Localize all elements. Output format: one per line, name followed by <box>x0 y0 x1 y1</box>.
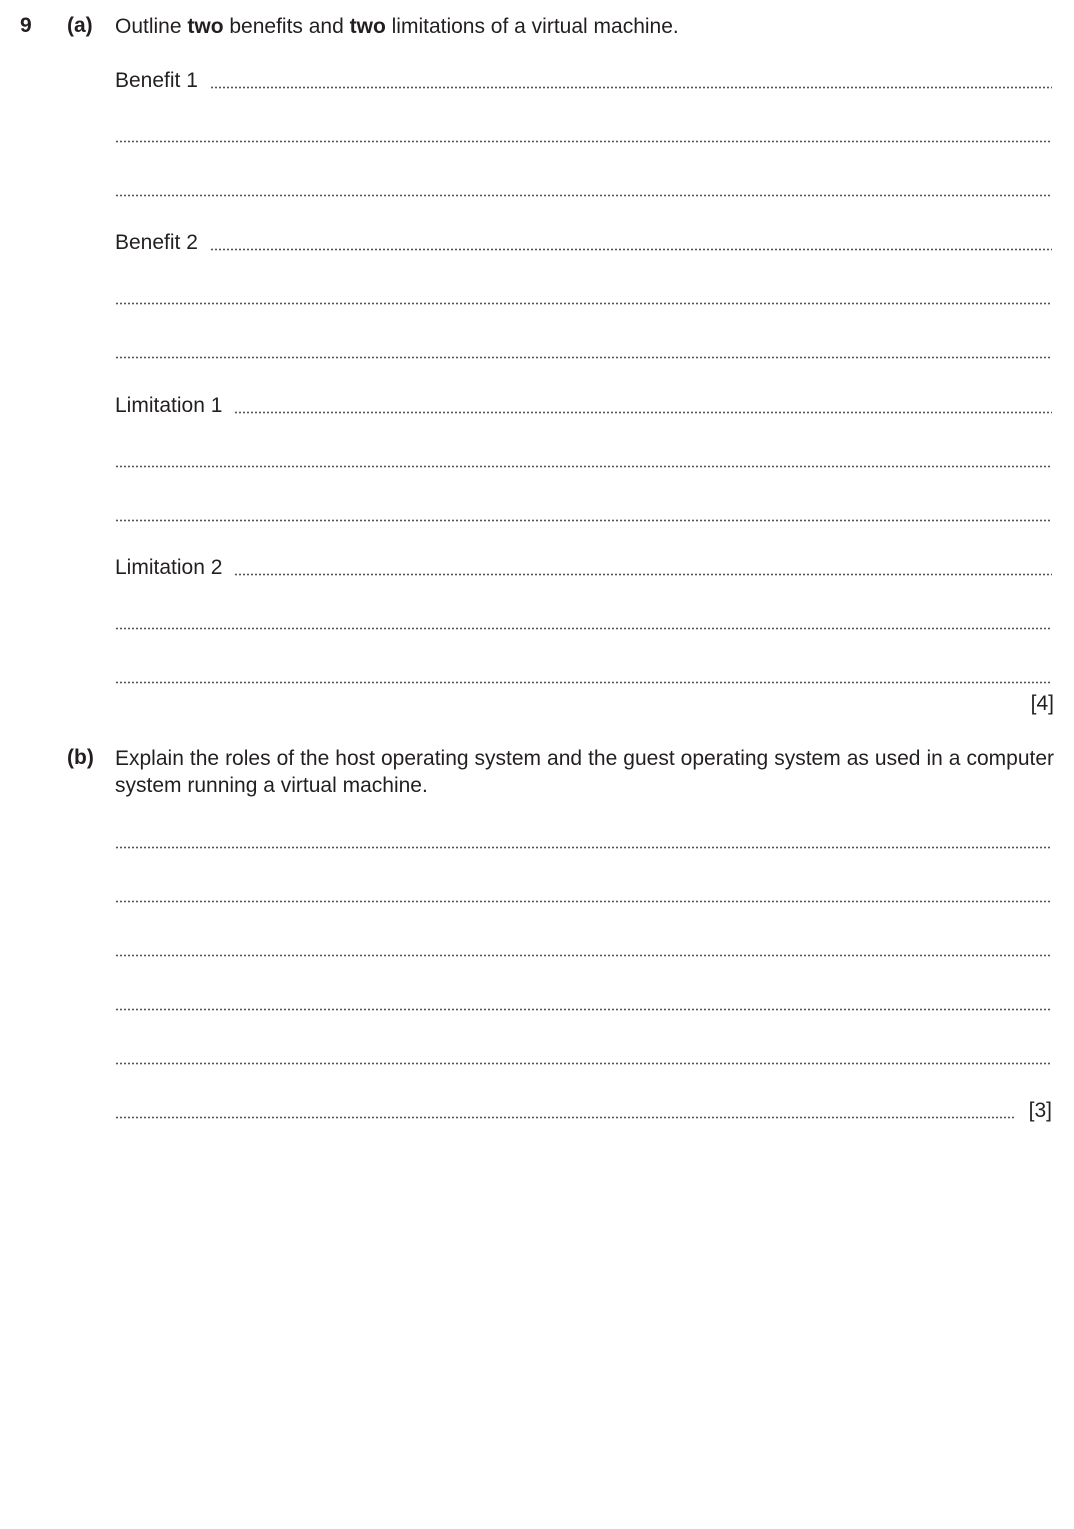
answer-line[interactable] <box>115 338 1052 364</box>
part-b-marks: [3] <box>1028 1099 1052 1122</box>
part-b-label: (b) <box>67 746 94 769</box>
dotted-line <box>115 519 1052 522</box>
dotted-line <box>115 194 1052 197</box>
limitation-1-label: Limitation 1 <box>115 394 223 417</box>
answer-line[interactable] <box>115 1044 1052 1070</box>
dotted-line <box>115 954 1052 957</box>
answer-line[interactable] <box>115 936 1052 962</box>
dotted-line <box>115 627 1052 630</box>
dotted-line <box>115 356 1052 359</box>
answer-line[interactable] <box>115 447 1052 473</box>
answer-line-limitation-1[interactable] <box>115 393 1052 419</box>
part-a-marks: [4] <box>1030 692 1054 715</box>
answer-line[interactable] <box>115 990 1052 1016</box>
dotted-line <box>115 1062 1052 1065</box>
dotted-line <box>115 1116 1015 1119</box>
answer-line[interactable] <box>115 882 1052 908</box>
dotted-line <box>234 573 1052 576</box>
dotted-line <box>115 140 1052 143</box>
answer-line[interactable] <box>115 609 1052 635</box>
answer-line[interactable] <box>115 176 1052 202</box>
answer-line-limitation-2[interactable] <box>115 555 1052 581</box>
answer-line-benefit-2[interactable] <box>115 230 1052 256</box>
answer-line[interactable] <box>115 122 1052 148</box>
part-a-stem: Outline two benefits and two limitations of a virtual machine. <box>115 15 679 38</box>
answer-line[interactable] <box>115 284 1052 310</box>
part-b-stem: Explain the roles of the host operating system and the guest operating system as used in a computer system running a virtual machine. <box>115 747 1054 797</box>
part-a-label: (a) <box>67 14 93 37</box>
dotted-line <box>210 248 1052 251</box>
answer-line[interactable] <box>115 828 1052 854</box>
benefit-2-label: Benefit 2 <box>115 231 198 254</box>
question-number: 9 <box>20 14 32 37</box>
dotted-line <box>115 1008 1052 1011</box>
dotted-line <box>234 411 1052 414</box>
answer-line-final[interactable] <box>115 1098 1052 1124</box>
dotted-line <box>115 681 1052 684</box>
dotted-line <box>115 900 1052 903</box>
answer-line-benefit-1[interactable] <box>115 68 1052 94</box>
answer-line[interactable] <box>115 501 1052 527</box>
answer-line[interactable] <box>115 663 1052 689</box>
dotted-line <box>210 86 1052 89</box>
limitation-2-label: Limitation 2 <box>115 556 223 579</box>
dotted-line <box>115 302 1052 305</box>
dotted-line <box>115 465 1052 468</box>
benefit-1-label: Benefit 1 <box>115 69 198 92</box>
dotted-line <box>115 846 1052 849</box>
